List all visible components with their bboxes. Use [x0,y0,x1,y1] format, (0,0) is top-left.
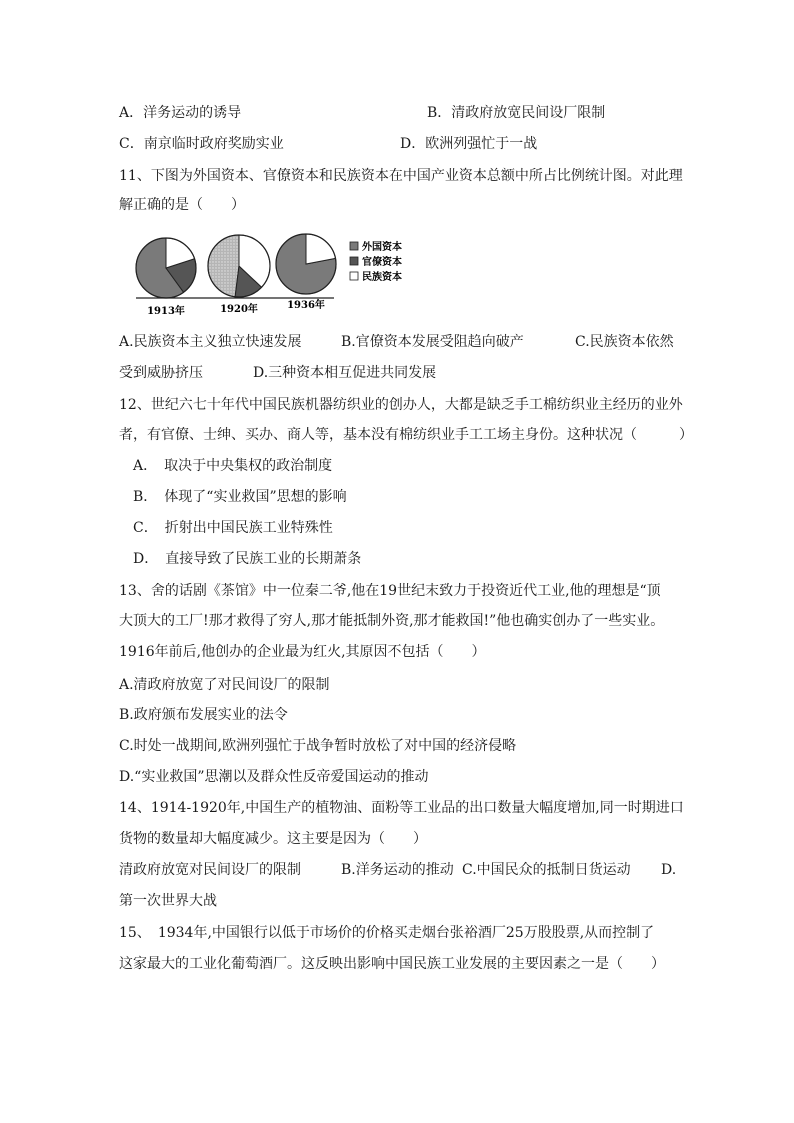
q14-option-d: D. [661,862,677,878]
q13-option-d: D.“实业救国”思潮以及群众性反帝爱国运动的推动 [119,769,429,785]
q10-option-b: B．清政府放宽民间设厂限制 [427,105,606,121]
pie-1913 [136,238,196,298]
q13-stem-line1: 13、舍的话剧《茶馆》中一位秦二爷,他在19世纪末致力于投资近代工业,他的理想是“顶 [119,583,661,599]
q12-option-c: C． 折射出中国民族工业特殊性 [133,520,333,536]
q11-option-c-cont: 受到威胁挤压 [119,365,203,381]
q10-option-d: D．欧洲列强忙于一战 [400,136,538,152]
chart-legend [350,240,402,283]
legend-swatch-bureaucratic [350,257,358,265]
q15-stem-line1: 15、 1934年,中国银行以低于市场价的价格买走烟台张裕酒厂25万股股票,从而控制了 [119,925,655,941]
q11-option-c: C.民族资本依然 [575,334,674,350]
q14-option-b: B.洋务运动的推动 [341,862,454,878]
q13-stem-line3: 1916年前后,他创办的企业最为红火,其原因不包括（ ） [119,644,486,660]
year-label-1920: 1920年 [220,304,258,315]
q14-stem-line1: 14、1914-1920年,中国生产的植物油、面粉等工业品的出口数量大幅度增加,同一时期进口 [119,800,684,816]
q11-option-b: B.官僚资本发展受阻趋向破产 [341,334,524,350]
q11-stem-line2: 解正确的是（ ） [119,197,245,213]
q10-option-a: A．洋务运动的诱导 [119,105,242,121]
q13-option-c: C.时处一战期间,欧洲列强忙于战争暂时放松了对中国的经济侵略 [119,738,517,754]
year-label-1913: 1913年 [147,306,185,317]
q10-option-c: C．南京临时政府奖励实业 [119,136,284,152]
q12-option-d: D． 直接导致了民族工业的长期萧条 [133,551,362,567]
q12-option-a: A． 取决于中央集权的政治制度 [133,458,333,474]
q11-option-a: A.民族资本主义独立快速发展 [119,334,302,350]
legend-swatch-foreign [350,242,358,250]
pie-1920 [208,235,270,297]
q14-option-a: 清政府放宽对民间设厂的限制 [119,862,301,878]
q14-option-c: C.中国民众的抵制日货运动 [462,862,631,878]
q13-stem-line2: 大顶大的工厂!那才救得了穷人,那才能抵制外资,那才能救国!”他也确实创办了一些实业。 [119,613,665,629]
q14-stem-line2: 货物的数量却大幅度减少。这主要是因为（ ） [119,831,427,847]
q15-stem-line2: 这家最大的工业化葡萄酒厂。这反映出影响中国民族工业发展的主要因素之一是（ ） [119,956,665,972]
legend-label-bureaucratic: 官僚资本 [362,257,402,268]
legend-label-national: 民族资本 [362,272,402,283]
q11-stem-line1: 11、下图为外国资本、官僚资本和民族资本在中国产业资本总额中所占比例统计图。对此理 [119,168,683,184]
year-label-1936: 1936年 [287,300,325,311]
pie-1936 [276,234,336,294]
q12-option-b: B． 体现了“实业救国”思想的影响 [133,489,347,505]
q14-option-d-cont: 第一次世界大战 [119,893,217,909]
q13-option-b: B.政府颁布发展实业的法令 [119,707,288,723]
pie-chart-figure [134,228,424,320]
q11-option-d: D.三种资本相互促进共同发展 [253,365,437,381]
q12-stem-line1: 12、世纪六七十年代中国民族机器纺织业的创办人，大都是缺乏手工棉纺织业主经历的业外 [119,397,683,413]
legend-label-foreign: 外国资本 [362,242,402,253]
q13-option-a: A.清政府放宽了对民间设厂的限制 [119,677,330,693]
legend-swatch-national [350,272,358,280]
pie-slice-1920年-foreign [208,235,239,297]
q12-stem-line2: 者，有官僚、士绅、买办、商人等，基本没有棉纺织业手工工场主身份。这种状况（ ） [119,427,693,443]
